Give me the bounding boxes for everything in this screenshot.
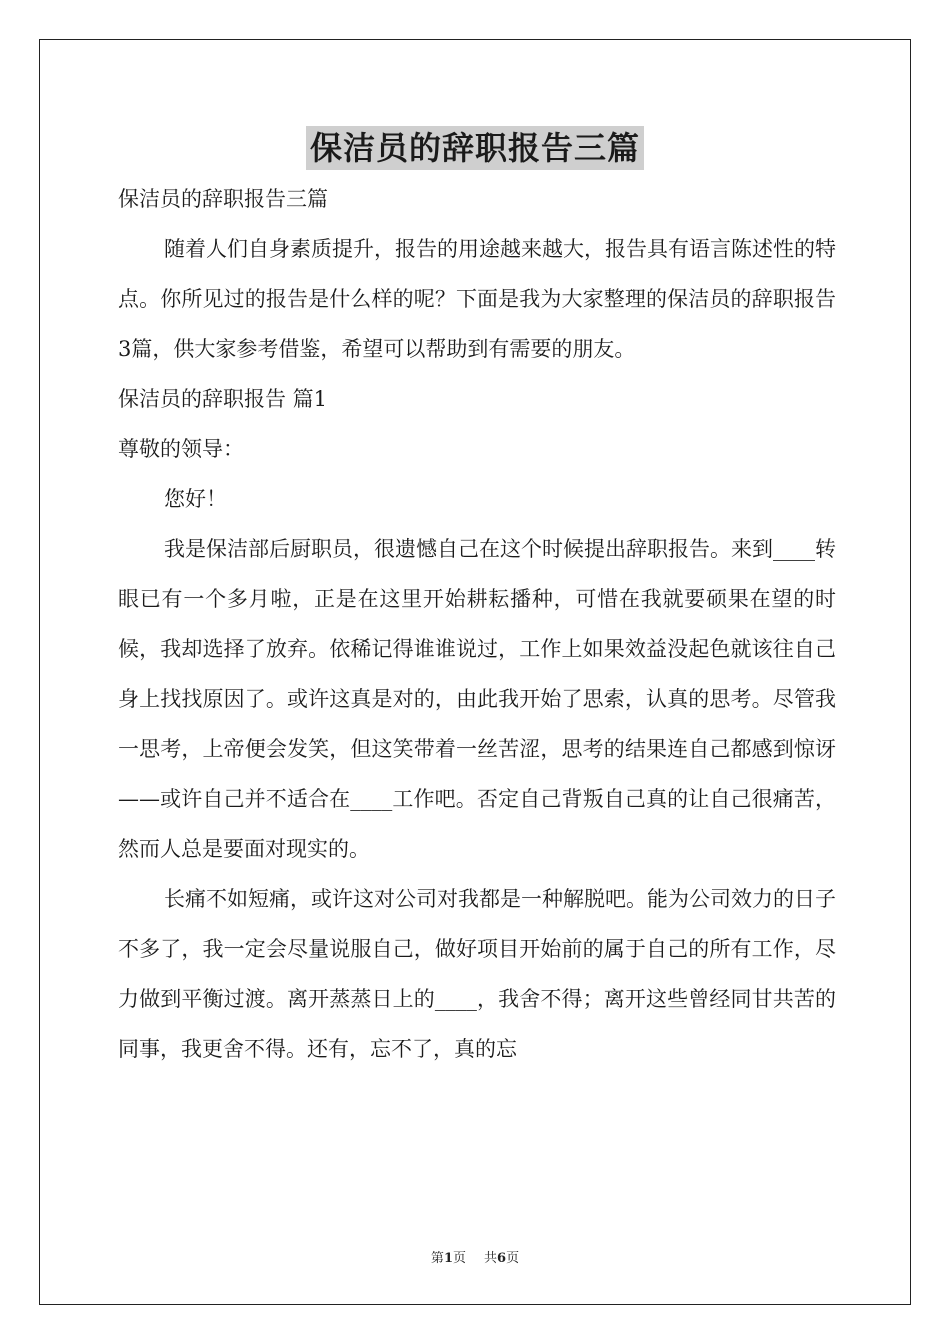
page-suffix: 页 bbox=[452, 1251, 466, 1266]
body-paragraph-1: 我是保洁部后厨职员，很遗憾自己在这个时候提出辞职报告。来到____转眼已有一个多月啦，正是在这里开始耕耘播种，可惜在我就要硕果在望的时候，我却选择了放弃。依稀记得谁谁说过，工作上如果效益没起色就该往自己身上找找原因了。或许这真是对的，由此我开始了思索，认真的思考。尽管我一思考，上帝便会发笑，但这笑带着一丝苦涩，思考的结果连自己都感到惊讶——或许自己并不适合在____工作吧。否定自己背叛自己真的让自己很痛苦，然而人总是要面对现实的。 bbox=[118, 537, 836, 861]
document-subtitle: 保洁员的辞职报告三篇 bbox=[118, 187, 328, 211]
page-prefix: 第 bbox=[430, 1251, 444, 1266]
total-prefix: 共 bbox=[484, 1251, 498, 1266]
body-paragraph-2: 长痛不如短痛，或许这对公司对我都是一种解脱吧。能为公司效力的日子不多了，我一定会尽量说服自己，做好项目开始前的属于自己的所有工作，尽力做到平衡过渡。离开蒸蒸日上的____，我舍不得；离开这些曾经同甘共苦的同事，我更舍不得。还有，忘不了，真的忘 bbox=[118, 887, 836, 1061]
page-footer bbox=[0, 1247, 950, 1266]
document-title: 保洁员的辞职报告三篇 bbox=[306, 126, 644, 170]
salutation: 尊敬的领导： bbox=[118, 437, 244, 461]
total-suffix: 页 bbox=[506, 1251, 520, 1266]
current-page-number: 1 bbox=[443, 1251, 453, 1266]
title-area bbox=[0, 126, 950, 170]
total-page-number: 6 bbox=[497, 1251, 507, 1266]
section-heading: 保洁员的辞职报告 篇1 bbox=[118, 387, 328, 411]
document-body bbox=[118, 174, 836, 1074]
intro-paragraph: 随着人们自身素质提升，报告的用途越来越大，报告具有语言陈述性的特点。你所见过的报告是什么样的呢？下面是我为大家整理的保洁员的辞职报告3篇，供大家参考借鉴，希望可以帮助到有需要的朋友。 bbox=[118, 237, 836, 361]
greeting: 您好！ bbox=[164, 487, 227, 511]
